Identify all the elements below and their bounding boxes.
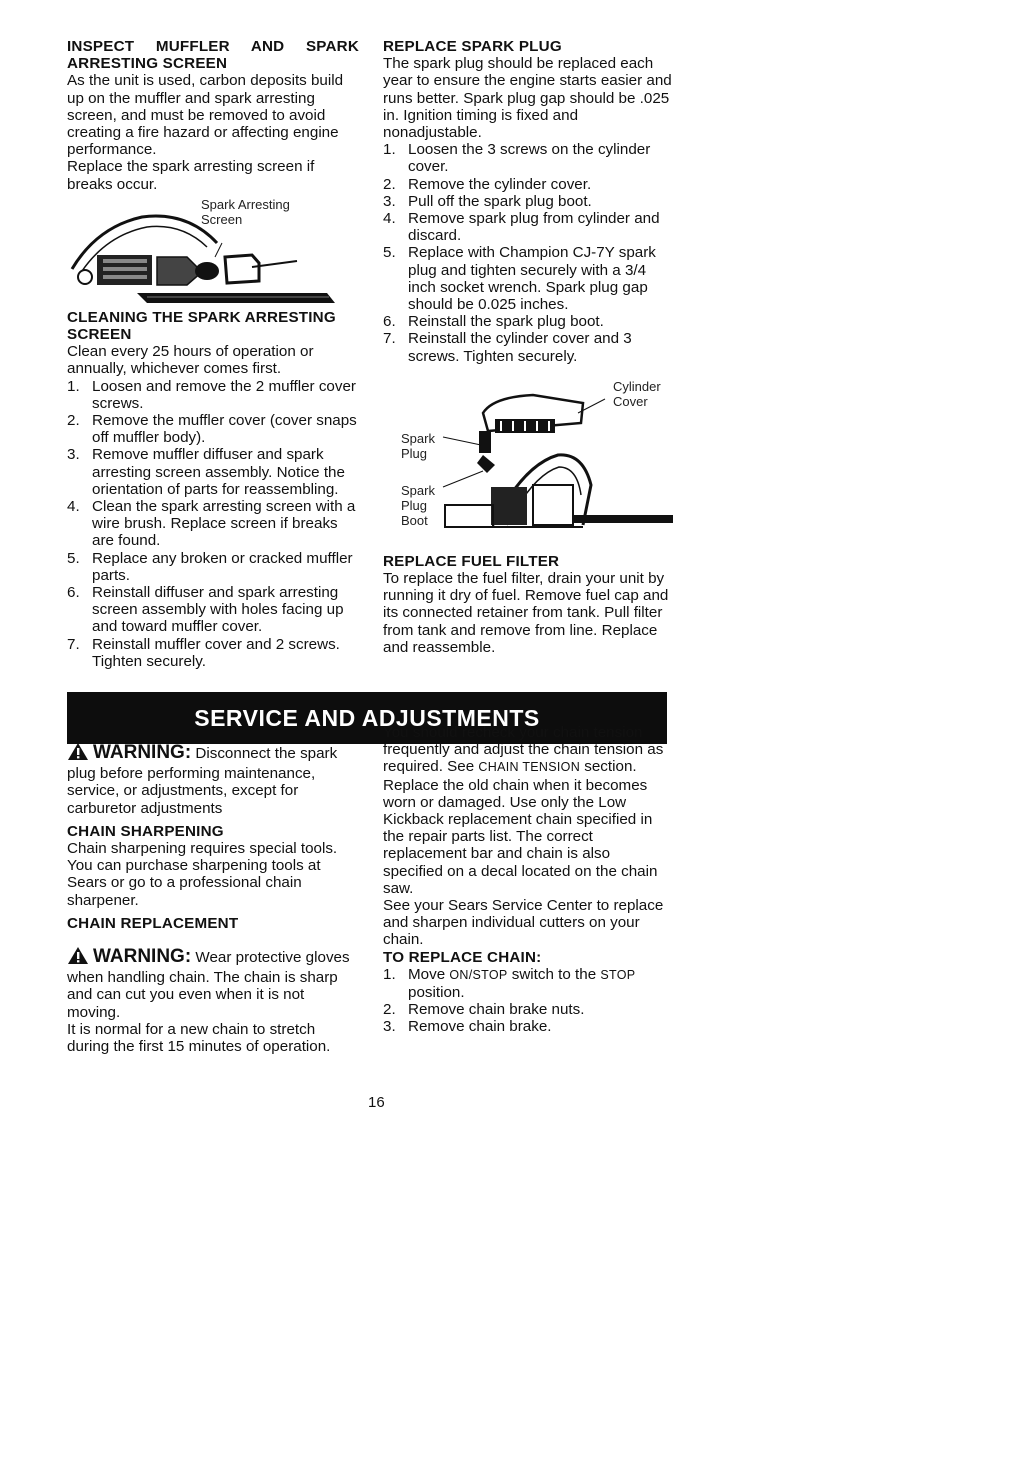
list-item: 1. Loosen the 3 screws on the cylinder cover. xyxy=(383,141,651,176)
page-number: 16 xyxy=(368,1094,385,1111)
list-item: 3. Remove chain brake. xyxy=(383,1018,552,1036)
lower-left-column xyxy=(67,736,359,1055)
fuel-filter-text: To replace the fuel filter, drain your unit by running it dry of fuel. Remove fuel cap and its connected retainer from tank. Pull filter from tank and remove from line. Replace and reassemble. xyxy=(383,570,669,656)
list-item: 7. Reinstall muffler cover and 2 screws. Tighten securely. xyxy=(67,635,340,670)
cylinder-cover-figure xyxy=(383,375,673,553)
replace-chain-steps xyxy=(383,966,673,1036)
list-item: 4. Clean the spark arresting screen with a wire brush. Replace screen if breaks are found. xyxy=(67,498,356,550)
chain-sharpening-heading: CHAIN SHARPENING xyxy=(67,822,224,840)
lower-right-column xyxy=(383,724,673,1036)
warning-1-text: Disconnect the spark plug before performing maintenance, service, or adjustments, except for carburetor adjustments xyxy=(67,745,338,817)
list-item: 7. Reinstall the cylinder cover and 3 screws. Tighten securely. xyxy=(383,330,632,365)
chain-sharpening-text: Chain sharpening requires special tools. You can purchase sharpening tools at Sears or go to a professional chain sharpener. xyxy=(67,840,338,909)
cleaning-steps xyxy=(67,378,359,670)
chain-tension-ref: CHAIN TENSION xyxy=(478,760,581,775)
fig2-label-boot: Spark Plug Boot xyxy=(401,482,435,528)
list-item: 5. Replace any broken or cracked muffler parts. xyxy=(67,549,353,584)
recheck-paragraph: You should recheck your chain tension frequently and adjust the chain tension as required. See CHAIN TENSION section. xyxy=(383,724,664,776)
spark-plug-illustration xyxy=(383,375,673,553)
cleaning-heading: CLEANING THE SPARK ARRESTING SCREEN xyxy=(67,308,336,344)
spark-plug-heading: REPLACE SPARK PLUG xyxy=(383,38,562,55)
warning-1-head: WARNING: xyxy=(93,742,192,763)
replace-paragraph: Replace the old chain when it becomes worn or damaged. Use only the Low Kickback replacement chain specified in the repair parts list. The correct replacement bar and chain is also specified on a decal located on the chain saw. xyxy=(383,776,658,897)
list-item: 6. Reinstall diffuser and spark arresting screen assembly with holes facing up and toward muffler cover. xyxy=(67,584,344,636)
list-item: 5. Replace with Champion CJ-7Y spark plug and tighten securely with a 3/4 inch socket wrench. Spark plug gap should be 0.025 inches. xyxy=(383,244,656,314)
muffler-paragraph-1: As the unit is used, carbon deposits build up on the muffler and spark arresting screen, and must be removed to avoid creating a fire hazard or affecting engine performance. xyxy=(67,72,344,159)
warning-block-2 xyxy=(67,946,359,1021)
cleaning-intro: Clean every 25 hours of operation or annually, whichever comes first. xyxy=(67,343,314,378)
list-item: 1. Loosen and remove the 2 muffler cover screws. xyxy=(67,377,356,412)
list-item: 6. Reinstall the spark plug boot. xyxy=(383,313,604,331)
list-item: 2. Remove the muffler cover (cover snaps off muffler body). xyxy=(67,412,357,447)
warning-block-1 xyxy=(67,742,359,817)
fig2-label-plug: Spark Plug xyxy=(401,430,435,461)
chain-stretch-text: It is normal for a new chain to stretch during the first 15 minutes of operation. xyxy=(67,1020,331,1056)
chain-replacement-heading: CHAIN REPLACEMENT xyxy=(67,914,239,932)
muffler-heading: INSPECT MUFFLER AND SPARK ARRESTING SCREEN xyxy=(67,38,359,73)
right-column xyxy=(383,38,673,656)
muffler-paragraph-2: Replace the spark arresting screen if breaks occur. xyxy=(67,158,315,193)
left-column xyxy=(67,38,359,670)
to-replace-chain-heading: TO REPLACE CHAIN: xyxy=(383,948,542,966)
spark-arresting-screen-figure xyxy=(67,197,359,309)
spark-plug-steps xyxy=(383,141,673,365)
list-item: 2. Remove the cylinder cover. xyxy=(383,175,592,193)
sears-paragraph: See your Sears Service Center to replace and sharpen individual cutters on your chain. xyxy=(383,897,664,949)
banner-title: SERVICE AND ADJUSTMENTS xyxy=(194,704,540,731)
fig1-label: Spark Arresting Screen xyxy=(201,196,290,227)
warning-triangle-icon xyxy=(67,946,89,969)
list-item: 1. Move ON/STOP switch to the STOP position. xyxy=(383,965,636,1002)
warning-2-text: Wear protective gloves when handling chain. The chain is sharp and can cut you even when it is not moving. xyxy=(67,949,350,1021)
fig2-label-cover: Cylinder Cover xyxy=(613,378,661,409)
list-item: 2. Remove chain brake nuts. xyxy=(383,1001,585,1019)
list-item: 4. Remove spark plug from cylinder and discard. xyxy=(383,210,660,245)
warning-2-head: WARNING: xyxy=(93,946,192,968)
spark-plug-intro: The spark plug should be replaced each year to ensure the engine starts easier and runs better. Spark plug gap should be .025 in. Ignition timing is fixed and nonadjustable. xyxy=(383,55,672,142)
warning-triangle-icon xyxy=(67,742,89,765)
list-item: 3. Remove muffler diffuser and spark arresting screen assembly. Notice the orientation of parts for reassembling. xyxy=(67,446,345,498)
muffler-illustration xyxy=(67,197,359,309)
fuel-filter-heading: REPLACE FUEL FILTER xyxy=(383,552,560,570)
list-item: 3. Pull off the spark plug boot. xyxy=(383,192,592,210)
